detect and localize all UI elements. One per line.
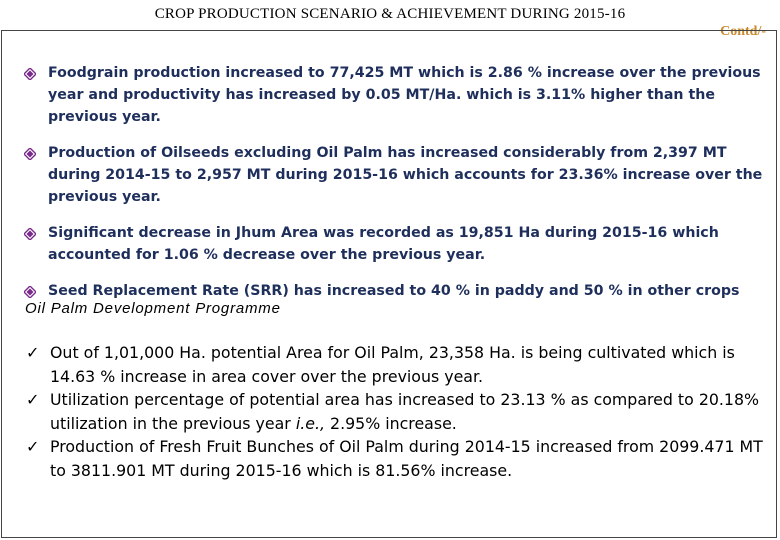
list-item-text: Production of Fresh Fruit Bunches of Oil Palm during 2014-15 increased from 2099.471 MT to 3811.901 MT during 2015-16 which is 81.56% increase. bbox=[50, 437, 763, 480]
list-item-text: Production of Oilseeds excluding Oil Palm has increased considerably from 2,397 MT during 2014-15 to 2,957 MT during 2015-16 which accounts for 23.36% increase over the previous year. bbox=[48, 145, 763, 205]
list-item bbox=[24, 62, 764, 128]
text-segment: 2.95% increase. bbox=[325, 413, 457, 433]
list-item-text bbox=[50, 390, 759, 433]
page-title: CROP PRODUCTION SCENARIO & ACHIEVEMENT DURING 2015-16 bbox=[154, 6, 626, 22]
checkmark-icon: ✓ bbox=[26, 390, 40, 409]
list-item bbox=[24, 341, 764, 388]
list-item bbox=[24, 388, 764, 435]
diamond-bullet-icon bbox=[24, 148, 36, 160]
list-item bbox=[24, 435, 764, 482]
list-item bbox=[24, 280, 764, 302]
italic-text: i.e., bbox=[295, 413, 325, 433]
achievement-list bbox=[24, 62, 764, 316]
section-heading: Oil Palm Development Programme bbox=[25, 300, 281, 317]
diamond-bullet-icon bbox=[24, 68, 36, 80]
diamond-bullet-icon bbox=[24, 228, 36, 240]
continued-label: Contd/- bbox=[720, 24, 766, 39]
diamond-bullet-icon bbox=[24, 286, 36, 298]
checkmark-icon: ✓ bbox=[26, 437, 40, 456]
list-item-text: Significant decrease in Jhum Area was recorded as 19,851 Ha during 2015-16 which accounted for 1.06 % decrease over the previous year. bbox=[48, 225, 719, 263]
list-item-text: Seed Replacement Rate (SRR) has increased to 40 % in paddy and 50 % in other crops bbox=[48, 283, 740, 299]
list-item bbox=[24, 222, 764, 266]
list-item bbox=[24, 142, 764, 208]
checkmark-icon: ✓ bbox=[26, 343, 40, 362]
oil-palm-list bbox=[24, 341, 764, 482]
list-item-text: Foodgrain production increased to 77,425 MT which is 2.86 % increase over the previous year and productivity has increased by 0.05 MT/Ha. which is 3.11% higher than the previous year. bbox=[48, 65, 761, 125]
list-item-text: Out of 1,01,000 Ha. potential Area for Oil Palm, 23,358 Ha. is being cultivated which is 14.63 % increase in area cover over the previous year. bbox=[50, 343, 735, 386]
text-segment: Utilization percentage of potential area has increased to 23.13 % as compared to 20.18% utilization in the previous year bbox=[50, 390, 760, 433]
